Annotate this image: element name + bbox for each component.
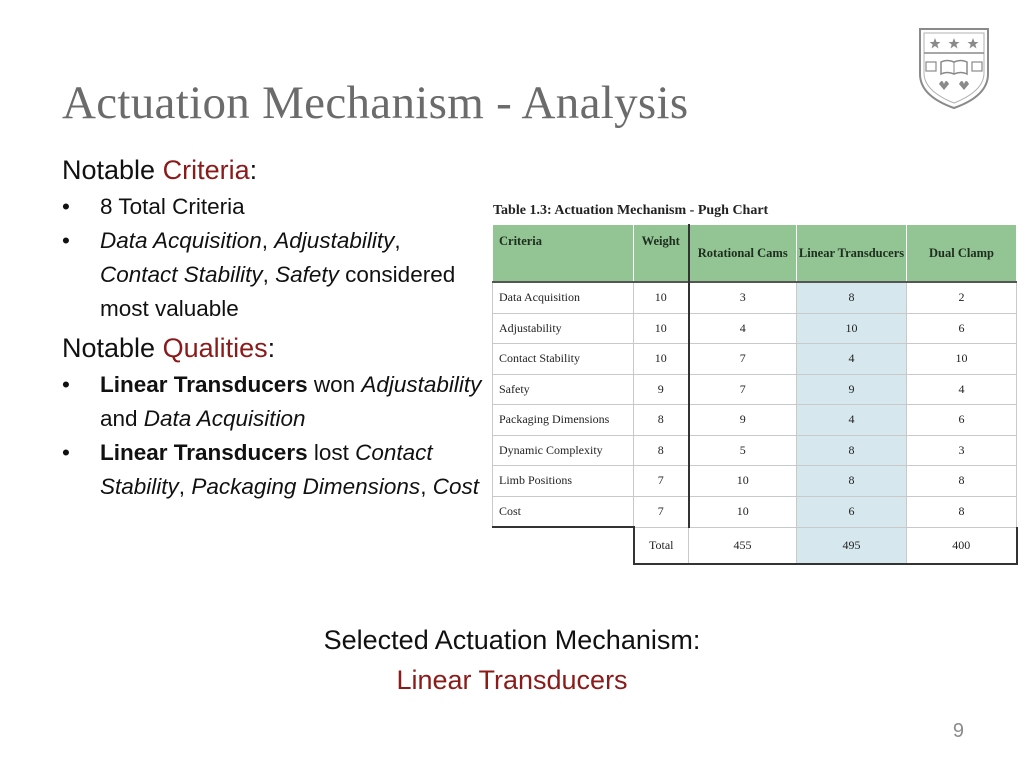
cell-dual-clamp: 3 bbox=[907, 435, 1017, 466]
cell-dual-clamp: 6 bbox=[907, 405, 1017, 436]
cell-linear-transducers: 9 bbox=[797, 374, 907, 405]
qualities-heading-accent: Qualities bbox=[162, 333, 268, 363]
cell-total-label: Total bbox=[634, 527, 689, 564]
table-row bbox=[493, 435, 1017, 466]
cell-criteria: Dynamic Complexity bbox=[493, 435, 634, 466]
criteria-bullet-list bbox=[62, 190, 482, 326]
cell-dual-clamp: 8 bbox=[907, 496, 1017, 527]
cell-criteria: Contact Stability bbox=[493, 344, 634, 375]
table-row bbox=[493, 496, 1017, 527]
cell-criteria: Data Acquisition bbox=[493, 282, 634, 313]
cell-rotational-cams: 9 bbox=[689, 405, 797, 436]
table-row bbox=[493, 405, 1017, 436]
cell-weight: 10 bbox=[634, 344, 689, 375]
cell-rotational-cams: 10 bbox=[689, 466, 797, 497]
cell-rotational-cams: 7 bbox=[689, 344, 797, 375]
cell-linear-transducers: 4 bbox=[797, 344, 907, 375]
cell-weight: 9 bbox=[634, 374, 689, 405]
column-header-weight: Weight bbox=[634, 225, 689, 283]
table-caption: Table 1.3: Actuation Mechanism - Pugh Chart bbox=[493, 203, 769, 218]
page-number: 9 bbox=[952, 720, 964, 742]
list-item: • Data Acquisition, Adjustability, Contact Stability, Safety considered most valuable bbox=[62, 224, 482, 326]
list-item: • Linear Transducers lost Contact Stability, Packaging Dimensions, Cost bbox=[62, 436, 482, 504]
table-total-row bbox=[493, 527, 1017, 564]
cell-linear-transducers: 8 bbox=[797, 282, 907, 313]
cell-dual-clamp: 6 bbox=[907, 313, 1017, 344]
notes-panel bbox=[62, 152, 482, 508]
pugh-chart bbox=[492, 203, 1016, 565]
bullet-icon: • bbox=[62, 228, 70, 253]
cell-total-linear-transducers: 495 bbox=[797, 527, 907, 564]
cell-linear-transducers: 10 bbox=[797, 313, 907, 344]
selected-value: Linear Transducers bbox=[396, 665, 628, 695]
cell-dual-clamp: 4 bbox=[907, 374, 1017, 405]
cell-rotational-cams: 7 bbox=[689, 374, 797, 405]
cell-criteria: Limb Positions bbox=[493, 466, 634, 497]
column-header-criteria: Criteria bbox=[493, 225, 634, 283]
cell-rotational-cams: 4 bbox=[689, 313, 797, 344]
cell-weight: 10 bbox=[634, 282, 689, 313]
bullet-icon: • bbox=[62, 372, 70, 397]
table-row bbox=[493, 313, 1017, 344]
qualities-heading: Notable Qualities: bbox=[62, 333, 276, 363]
criteria-heading-accent: Criteria bbox=[162, 155, 250, 185]
cell-rotational-cams: 5 bbox=[689, 435, 797, 466]
selected-mechanism bbox=[0, 620, 1024, 700]
cell-criteria: Adjustability bbox=[493, 313, 634, 344]
cell-weight: 8 bbox=[634, 405, 689, 436]
cell-criteria: Safety bbox=[493, 374, 634, 405]
cell-criteria: Cost bbox=[493, 496, 634, 527]
cell-blank bbox=[493, 527, 634, 564]
pugh-table bbox=[492, 224, 1018, 565]
list-item: • 8 Total Criteria bbox=[62, 190, 482, 224]
cell-rotational-cams: 3 bbox=[689, 282, 797, 313]
criteria-heading: Notable Criteria: bbox=[62, 155, 258, 185]
cell-weight: 7 bbox=[634, 496, 689, 527]
slide-title: Actuation Mechanism - Analysis bbox=[62, 77, 689, 129]
bullet-icon: • bbox=[62, 440, 70, 465]
cell-total-rotational-cams: 455 bbox=[689, 527, 797, 564]
cell-weight: 10 bbox=[634, 313, 689, 344]
column-header-dual-clamp: Dual Clamp bbox=[907, 225, 1017, 283]
cell-dual-clamp: 2 bbox=[907, 282, 1017, 313]
list-item: • Linear Transducers won Adjustability and Data Acquisition bbox=[62, 368, 482, 436]
cell-linear-transducers: 4 bbox=[797, 405, 907, 436]
cell-weight: 7 bbox=[634, 466, 689, 497]
cell-dual-clamp: 8 bbox=[907, 466, 1017, 497]
column-header-linear-transducers: Linear Transducers bbox=[797, 225, 907, 283]
cell-linear-transducers: 8 bbox=[797, 466, 907, 497]
cell-criteria: Packaging Dimensions bbox=[493, 405, 634, 436]
table-row bbox=[493, 466, 1017, 497]
cell-linear-transducers: 8 bbox=[797, 435, 907, 466]
bullet-icon: • bbox=[62, 194, 70, 219]
table-row bbox=[493, 282, 1017, 313]
qualities-bullet-list bbox=[62, 368, 482, 504]
table-row bbox=[493, 344, 1017, 375]
cell-dual-clamp: 10 bbox=[907, 344, 1017, 375]
cell-rotational-cams: 10 bbox=[689, 496, 797, 527]
column-header-rotational-cams: Rotational Cams bbox=[689, 225, 797, 283]
cell-linear-transducers: 6 bbox=[797, 496, 907, 527]
university-shield-crest-icon bbox=[917, 26, 991, 110]
cell-total-dual-clamp: 400 bbox=[907, 527, 1017, 564]
table-row bbox=[493, 374, 1017, 405]
table-header-row bbox=[493, 225, 1017, 283]
selected-label: Selected Actuation Mechanism: bbox=[323, 625, 701, 655]
cell-weight: 8 bbox=[634, 435, 689, 466]
